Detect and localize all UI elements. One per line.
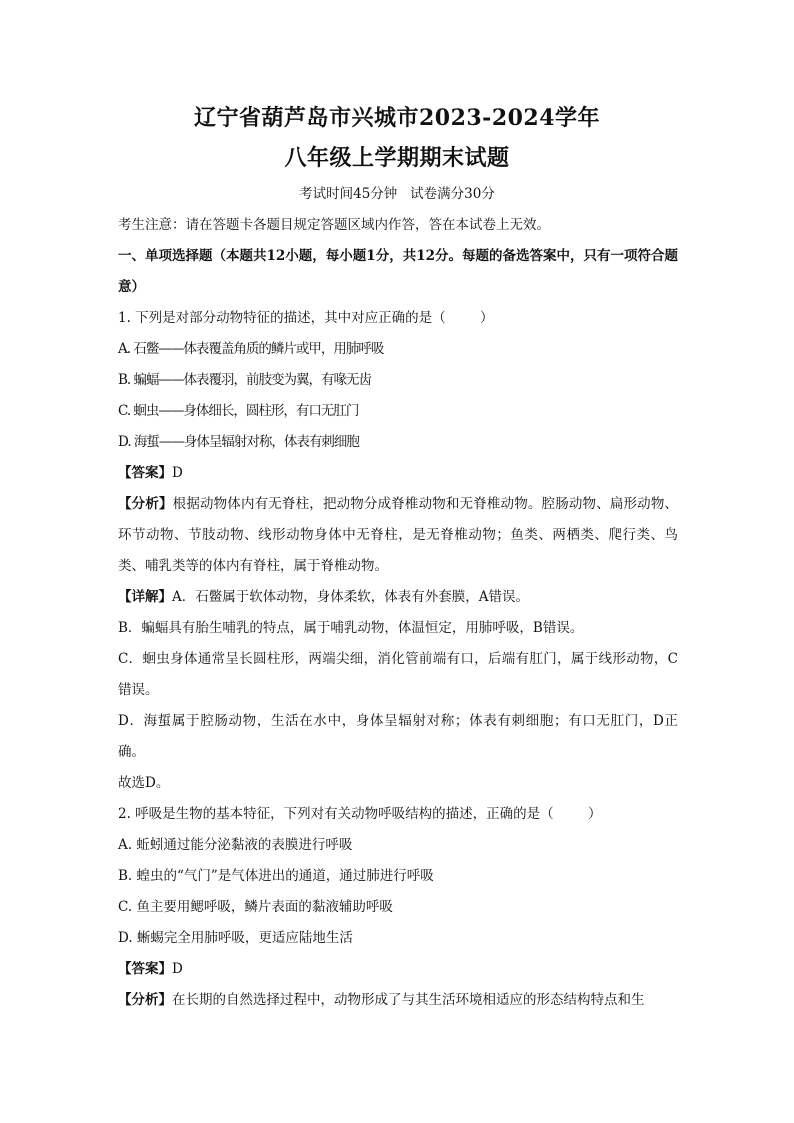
question-1-detail-d: D．海蜇属于腔肠动物，生活在水中，身体呈辐射对称；体表有刺细胞；有口无肛门，D正确。 — [118, 713, 678, 760]
answer-label: 【答案】 — [118, 961, 172, 977]
question-2-option-a: A. 蚯蚓通过能分泌黏液的表膜进行呼吸 — [118, 837, 353, 853]
analysis-label: 【分析】 — [118, 496, 173, 512]
candidate-notice: 考生注意：请在答题卡各题目规定答题区域内作答，答在本试卷上无效。 — [118, 217, 550, 233]
question-1-stem: 1. 下列是对部分动物特征的描述，其中对应正确的是（ ） — [118, 310, 494, 326]
question-1-answer — [118, 458, 678, 489]
question-1-option-b: B. 蝙蝠——体表覆羽，前肢变为翼，有喙无齿 — [118, 372, 372, 388]
question-2-analysis — [118, 985, 678, 1016]
analysis-text: 根据动物体内有无脊柱，把动物分成脊椎动物和无脊椎动物。腔肠动物、扁形动物、环节动物、节肢动物、线形动物身体中无脊柱，是无脊椎动物；鱼类、两栖类、爬行类、鸟类、哺乳类等的体内有脊柱，属于脊椎动物。 — [118, 496, 679, 574]
answer-value: D — [172, 465, 183, 481]
question-1-option-d: D. 海蜇——身体呈辐射对称，体表有刺细胞 — [118, 434, 359, 450]
exam-time-score-info: 考试时间45分钟 试卷满分30分 — [299, 186, 495, 202]
question-1-detail-c: C．蛔虫身体通常呈长圆柱形，两端尖细，消化管前端有口，后端有肛门，属于线形动物，C错误。 — [118, 651, 678, 698]
question-1-option-a: A. 石鳖——体表覆盖角质的鳞片或甲，用肺呼吸 — [118, 341, 384, 357]
question-2-answer — [118, 954, 678, 985]
exam-body — [118, 210, 678, 1016]
question-1-conclusion: 故选D。 — [118, 775, 170, 791]
question-1-option-c: C. 蛔虫——身体细长，圆柱形，有口无肛门 — [118, 403, 359, 419]
section-heading-single-choice: 一、单项选择题（本题共12小题，每小题1分，共12分。每题的备选答案中，只有一项符合题意） — [118, 248, 678, 295]
answer-value: D — [172, 961, 183, 977]
analysis-text: 在长期的自然选择过程中，动物形成了与其生活环境相适应的形态结构特点和生 — [172, 992, 645, 1008]
exam-title-line2: 八年级上学期期末试题 — [284, 145, 510, 171]
question-2-option-c: C. 鱼主要用鳃呼吸，鳞片表面的黏液辅助呼吸 — [118, 899, 393, 915]
question-1-analysis — [118, 489, 678, 582]
question-2-stem: 2. 呼吸是生物的基本特征，下列对有关动物呼吸结构的描述，正确的是（ ） — [118, 806, 602, 822]
exam-title-line1: 辽宁省葫芦岛市兴城市2023-2024学年 — [193, 105, 601, 131]
analysis-label: 【分析】 — [118, 992, 172, 1008]
detail-a-text: A．石鳖属于软体动物，身体柔软，体表有外套膜，A错误。 — [172, 589, 529, 605]
question-2-option-d: D. 蜥蜴完全用肺呼吸，更适应陆地生活 — [118, 930, 353, 946]
question-2-option-b: B. 蝗虫的“气门”是气体进出的通道，通过肺进行呼吸 — [118, 868, 434, 884]
detail-label: 【详解】 — [118, 589, 172, 605]
question-1-detail-b: B．蝙蝠具有胎生哺乳的特点，属于哺乳动物，体温恒定，用肺呼吸，B错误。 — [118, 620, 584, 636]
question-1-detail-a — [118, 582, 678, 613]
answer-label: 【答案】 — [118, 465, 172, 481]
